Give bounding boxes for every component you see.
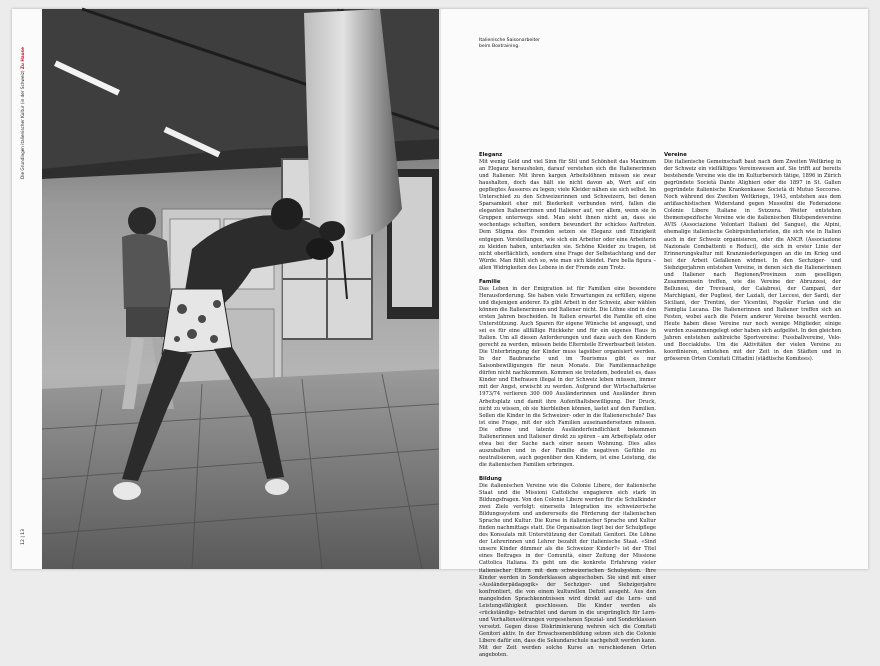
photo-caption [479, 38, 540, 50]
text-column-left [479, 152, 656, 666]
boxer-photo-illustration [42, 9, 439, 569]
boxer-photo [42, 9, 439, 569]
caption-line-2: beim Boxtraining. [479, 44, 520, 49]
section-heading-vereine: Vereine [664, 152, 687, 158]
section-heading-familie: Familie [479, 278, 501, 285]
section-heading-eleganz: Eleganz [479, 152, 503, 158]
running-head-section: Zu Hause [20, 47, 25, 70]
section-body-bildung: Die italienischen Vereine wie die Colonie Libere, der italienische Staat und die Missioni Cattoliche engagieren sich stark in Bildungsfragen. Von den Colonie Libere werden für die Schulkinder zwei Ziele verfolgt: einerseits Integration ins schweizerische Bildungssystem und andererseits die Förderung der italienischen Sprache und Kultur. Die Kurse in italienischer Sprache und Kultur finden nachmittags statt. Die Organisation liegt bei der Schulpflege des Konsulats mit Unterstützung der Comitati Genitori. Die Löhne der Lehrerinnen und Lehrer bezahlt der italienische Staat. «Sind unsere Kinder dümmer als die Schweizer Kinder?» ist der Titel eines Beitrages in der Comunità, einer Zeitung der Missione Cattolica Italiana. Es geht um die konkrete Erfahrung vieler italienischer Eltern mit dem schweizerischen Schulsystem. Ihre Kinder werden in Sonderklassen abgeschoben. Sie sind mit einer «Ausländerpädagogik» der Sechziger- und Siebzigerjahre konfrontiert, die von einem kulturellen Defizit ausgeht. Aus den mangelnden Sprachkenntnissen wird direkt auf die Lern- und Leistungsfähigkeit geschlossen. Die Kinder werden als «rückständig» betrachtet und darum in die ursprünglich für Lern- und Verhaltensstörungen vorgesehenen Spezial- und Sonderklassen versetzt. Gegen diese Diskriminierung wehren sich die Comitati Genitori aktiv. In der Erwachsenenbildung setzen sich die Colonie Libere dafür ein, dass die Sekundarschule nachgeholt werden kann. Mit der Zeit werden solche Kurse an verschiedenen Orten angeboten. [479, 482, 656, 659]
text-column-right [664, 152, 841, 370]
caption-line-1: Italienische Saisonarbeiter [479, 38, 541, 43]
magazine-spread [12, 9, 868, 659]
page-numbers: 12 | 13 [21, 529, 26, 545]
section-body-eleganz: Mit wenig Geld und viel Sinn für Stil und Schönheit das Maximum an Eleganz herausholen, darauf verstehen sich die Italienerinnen und Italiener. Mit ihren kargen Arbeitslöhnen müssen sie zwar haushalten, doch das hält sie nicht davon ab, Wert auf ein gepflegtes Äusseres zu legen; viele Kleider nähen sie sich selbst. Im Unterschied zu den Schweizerinnen und Schweizern, bei denen Sparsamkeit eher mit Biederkeit verbunden wird, fallen die eleganten Italienerinnen und Italiener auf, vor allem, wenn sie in Gruppen unterwegs sind. Man sieht ihnen nicht an, dass sie wochentags schuften, sondern bewundert ihr schickes Auftreten. Dem Stigma des Fremden setzen sie Eleganz und Einzigkeit entgegen. Vorstellungen, wie sich ein Arbeiter oder eine Arbeiterin zu kleiden haben, unterlaufen sie. Schöne Kleider zu tragen, ist nicht oberflächlich, sondern eine Frage der Selbstachtung und der Würde. Man fühlt sich so, wie man sich kleidet. Fare bella figura – allen Widrigkeiten des Lebens in der Fremde zum Trotz. [479, 159, 656, 271]
section-heading-bildung: Bildung [479, 475, 502, 482]
running-head [20, 47, 25, 179]
section-body-familie: Das Leben in der Emigration ist für Familien eine besondere Herausforderung. Sie haben viele Erwartungen zu erfüllen, eigene und diejenigen anderer. Es gibt Arbeit in der Schweiz, aber wählen können die Italienerinnen und Italiener nicht. Die Löhne sind in den ersten Jahren bescheiden. In Italien erwartet die Familie oft eine Unterstützung. Auch Sparen für eigene Wünsche ist angesagt, und sei es für eine allfällige Rückkehr und für ein eigenes Haus in Italien. Um all diesen Anforderungen und dazu auch den Kindern gerecht zu werden, müssen beide Elternteile Erwerbsarbeit leisten. Die Unterbringung der Kinder muss tagsüber organisiert werden. In der Baubranche und im Tourismus gibt es nur Saisonbewilligungen für neun Monate. Die Familiennachzüge dürfen nicht nachkommen. Kommen sie trotzdem, bedeutet es, dass Kinder und Ehefrauen illegal in der Schweiz leben müssen, immer mit der Angst, erwischt zu werden. Aufgrund der Wirtschaftskrise 1973/74 verlieren 300 000 Ausländerinnen und Ausländer ihren Arbeitsplatz und damit ihre Aufenthaltsbewilligung. Der Druck, nicht zu wissen, ob sie hierbleiben können, lastet auf den Familien. Sollen die Kinder in die Schweizer- oder in die Italienerschule? Das ist eine Frage, mit der sich Familien auseinandersetzen müssen. Die offene und latente Ausländerfeindlichkeit bekommen Italienerinnen und Italiener direkt zu spüren – am Arbeitsplatz oder etwa bei der Suche nach einer neuen Wohnung. Dies alles auszubalten und in der Familie die negativen Gefühle zu neutralisieren, auch gegenüber den Kindern, ist eine Leistung, die die italienischen Familien erbringen. [479, 285, 656, 468]
spine-gutter [439, 9, 441, 569]
section-body-vereine: Die italienische Gemeinschaft baut nach dem Zweiten Weltkrieg in der Schweiz ein vielfältiges Vereinswesen auf. Sie trifft auf bereits bestehende Vereine wie die im Kulturbereich tätige, 1896 in Zürich gegründete Società Dante Alighieri oder die 1897 in St. Gallen gegründete italienische Krankenkasse Società di Mutuo Soccorso. Noch während des Zweiten Weltkriegs, 1943, entstehen aus dem antifaschistischen Widerstand gegen Mussolini die Federazione Colonie Libere Italiane in Svizzera. Weiter entstehen themenspezifische Vereine wie die italienischen Blutspendevereine AVIS (Associazione Volontari Italiani del Sangue), die Alpini, ehemalige italienische Gebirgsinfanteristen, die sich wie in Italien auch in der Schweiz organisieren, oder die ANCR (Associazione Nazionale Combattenti e Reduci), die sich in erster Linie der Erinnerungskultur mit Kranzniederlegungen an die im Krieg und bei der Arbeit Gefallenen widmet. In den Sechziger- und Siebzigerjahren entstehen Vereine, in denen sich die Italienerinnen und Italiener nach Regionen/Provinzen zum geselligen Zusammensein treffen, wie die Vereine der Abruzzesi, der Bellunesi, der Trevisani, der Calabresi, der Campani, der Marchigiani, der Pugliesi, der Laziali, der Leccesi, der Sardi, der Siciliani, der Trentini, der Vicentini, Fogolâr Furlan und die Famiglia Lucana. Die Italienerinnen und Italiener treffen sich an Festen, wobei auch die Feiern anderer Vereine besucht werden. Heute haben diese Vereine nur noch wenige Mitglieder, einige wurden zusammengelegt oder haben sich aufgelöst. In den gleichen Jahren entstehen zahlreiche Sportvereine: Fussballvereine, Velo- und Bocciaklubs. Um die Aktivitäten der vielen Vereine zu koordinieren, entstehen mit der Zeit in den Städten und in grösseren Orten Comitati Cittadini (städtische Komitees). [664, 159, 841, 363]
left-margin [12, 9, 42, 569]
running-head-title: Die Grundlagen italienischer Kultur (in der Schweiz) [20, 70, 25, 179]
